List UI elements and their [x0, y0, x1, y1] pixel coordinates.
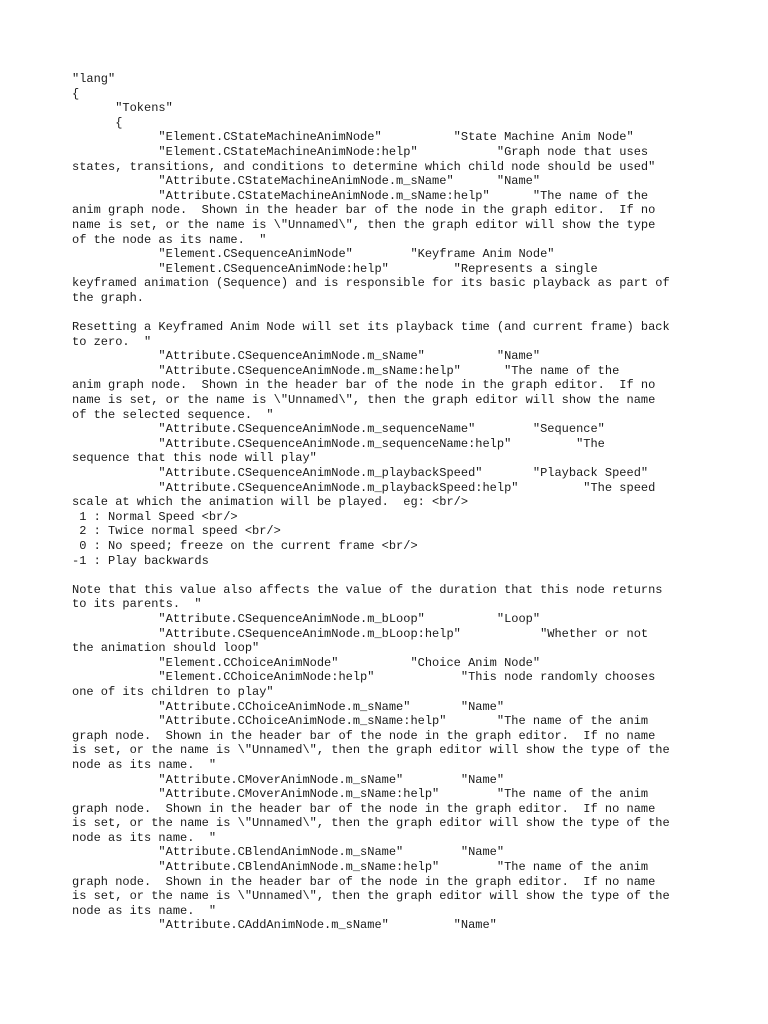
text-line: to zero. " — [72, 334, 152, 349]
text-line: keyframed animation (Sequence) and is responsible for its basic playback as part of — [72, 276, 670, 291]
text-line: of the selected sequence. " — [72, 407, 274, 422]
text-line: { — [72, 115, 123, 130]
text-line: "Attribute.CAddAnimNode.m_sName" "Name" — [72, 918, 497, 933]
text-line: node as its name. " — [72, 757, 217, 772]
text-line: "Attribute.CSequenceAnimNode.m_sequenceName" "Sequence" — [72, 422, 605, 437]
text-line: "Element.CSequenceAnimNode:help" "Represents a single — [72, 261, 598, 276]
blank-line — [72, 306, 712, 321]
text-line: "Element.CStateMachineAnimNode" "State Machine Anim Node" — [72, 130, 634, 145]
text-line: "Attribute.CMoverAnimNode.m_sName" "Name" — [72, 772, 505, 787]
text-line: graph node. Shown in the header bar of the node in the graph editor. If no name — [72, 728, 656, 743]
text-line: Note that this value also affects the value of the duration that this node returns — [72, 582, 663, 597]
text-line: "Attribute.CSequenceAnimNode.m_sequenceName:help" "The — [72, 436, 605, 451]
text-line: is set, or the name is \"Unnamed\", then the graph editor will show the type of the — [72, 743, 670, 758]
text-line: name is set, or the name is \"Unnamed\", then the graph editor will show the name — [72, 393, 656, 408]
text-line: scale at which the animation will be played. eg: <br/> — [72, 495, 469, 510]
text-line: "Element.CChoiceAnimNode:help" "This node randomly chooses — [72, 670, 656, 685]
text-line: 0 : No speed; freeze on the current frame <br/> — [72, 539, 418, 553]
text-line: anim graph node. Shown in the header bar of the node in the graph editor. If no — [72, 378, 656, 393]
text-line: "Attribute.CSequenceAnimNode.m_sName:help" "The name of the — [72, 363, 620, 378]
text-line: "Attribute.CBlendAnimNode.m_sName" "Name" — [72, 845, 505, 860]
text-line: states, transitions, and conditions to determine which child node should be used" — [72, 159, 656, 174]
document-page — [72, 72, 712, 933]
text-line: the animation should loop" — [72, 641, 260, 656]
text-line: "Attribute.CSequenceAnimNode.m_sName" "Name" — [72, 349, 541, 364]
text-line: "Attribute.CStateMachineAnimNode.m_sName" "Name" — [72, 174, 541, 189]
text-line: "lang" — [72, 72, 116, 86]
text-line: "Attribute.CChoiceAnimNode.m_sName:help" "The name of the anim — [72, 714, 649, 729]
text-line: sequence that this node will play" — [72, 451, 317, 466]
blank-line — [72, 568, 712, 583]
text-line: "Attribute.CSequenceAnimNode.m_bLoop" "Loop" — [72, 611, 541, 626]
text-line: "Element.CStateMachineAnimNode:help" "Graph node that uses — [72, 144, 649, 159]
text-line: 1 : Normal Speed <br/> — [72, 509, 238, 524]
text-line: "Element.CSequenceAnimNode" "Keyframe Anim Node" — [72, 247, 555, 262]
text-line: to its parents. " — [72, 597, 202, 612]
text-line: one of its children to play" — [72, 684, 274, 699]
text-line: "Attribute.CSequenceAnimNode.m_bLoop:help" "Whether or not — [72, 626, 649, 641]
text-line: anim graph node. Shown in the header bar of the node in the graph editor. If no — [72, 203, 656, 218]
text-line: "Element.CChoiceAnimNode" "Choice Anim Node" — [72, 655, 541, 670]
text-line: "Attribute.CStateMachineAnimNode.m_sName:help" "The name of the — [72, 188, 649, 203]
text-line: { — [72, 86, 80, 101]
text-line: "Attribute.CBlendAnimNode.m_sName:help" "The name of the anim — [72, 860, 649, 875]
text-line: -1 : Play backwards — [72, 553, 209, 568]
text-line: 2 : Twice normal speed <br/> — [72, 524, 281, 539]
text-line: Resetting a Keyframed Anim Node will set its playback time (and current frame) back — [72, 320, 670, 335]
text-line: "Attribute.CMoverAnimNode.m_sName:help" "The name of the anim — [72, 787, 649, 802]
text-line: "Attribute.CSequenceAnimNode.m_playbackSpeed:help" "The speed — [72, 480, 656, 495]
text-line: is set, or the name is \"Unnamed\", then the graph editor will show the type of the — [72, 816, 670, 831]
text-line: node as its name. " — [72, 830, 217, 845]
text-line: "Attribute.CSequenceAnimNode.m_playbackSpeed" "Playback Speed" — [72, 466, 649, 481]
text-line: "Tokens" — [72, 101, 173, 116]
text-line: of the node as its name. " — [72, 232, 267, 247]
text-line: "Attribute.CChoiceAnimNode.m_sName" "Name" — [72, 699, 505, 714]
text-line: node as its name. " — [72, 903, 217, 918]
text-line: graph node. Shown in the header bar of the node in the graph editor. If no name — [72, 874, 656, 889]
text-line: the graph. — [72, 290, 145, 305]
text-line: graph node. Shown in the header bar of the node in the graph editor. If no name — [72, 801, 656, 816]
text-line: is set, or the name is \"Unnamed\", then the graph editor will show the type of the — [72, 889, 670, 904]
text-line: name is set, or the name is \"Unnamed\", then the graph editor will show the type — [72, 217, 656, 232]
